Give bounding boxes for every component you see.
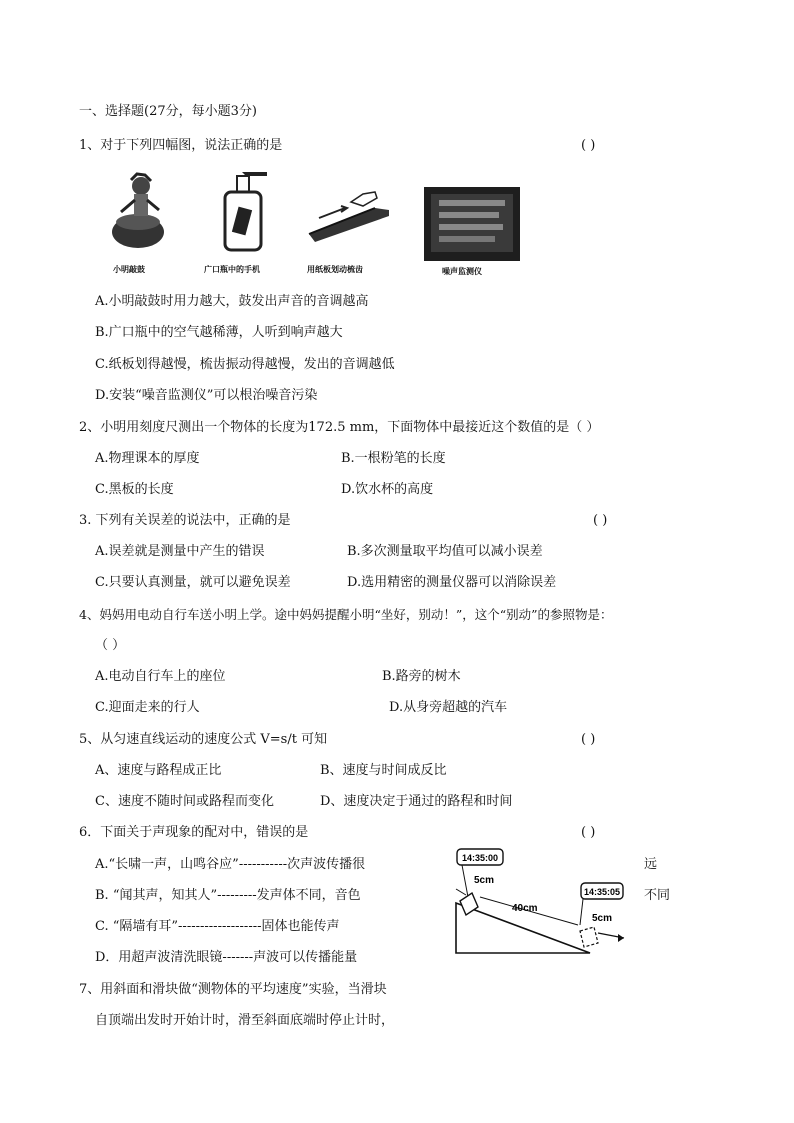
q3-option-a: A.误差就是测量中产生的错误 (95, 544, 265, 559)
q6-option-c: C. “隔墙有耳”-------------------固体也能传声 (95, 919, 340, 934)
question-3-answer-paren: ( ) (593, 513, 608, 528)
timer-start-pointer (462, 865, 468, 897)
question-5-answer-paren: ( ) (581, 732, 596, 747)
section-title: 一、选择题(27分，每小题3分) (79, 104, 257, 119)
q4-option-d: D.从身旁超越的汽车 (389, 700, 508, 715)
q2-option-d: D.饮水杯的高度 (341, 482, 434, 497)
q1-option-a: A.小明敲鼓时用力越大，鼓发出声音的音调越高 (95, 294, 369, 309)
question-3-stem: 3. 下列有关误差的说法中，正确的是 (79, 513, 291, 528)
q3-option-c: C.只要认真测量，就可以避免误差 (95, 575, 291, 590)
q5-option-c: C、速度不随时间或路程而变化 (95, 794, 274, 809)
caption-drum: 小明敲鼓 (113, 264, 145, 274)
timer-end-text: 14:35:05 (583, 887, 621, 897)
q1-option-c: C.纸板划得越慢，梳齿振动得越慢，发出的音调越低 (95, 357, 395, 372)
slider-block-bottom (580, 927, 598, 947)
question-2-stem: 2、小明用刻度尺测出一个物体的长度为172.5 mm，下面物体中最接近这个数值的是（ ） (79, 420, 600, 435)
q5-option-a: A、速度与路程成正比 (95, 763, 222, 778)
q4-option-b: B.路旁的树木 (382, 669, 461, 684)
caption-noise-monitor: 噪声监测仪 (442, 266, 482, 276)
q4-option-a: A.电动自行车上的座位 (95, 669, 226, 684)
question-7-line-1: 7、用斜面和滑块做“测物体的平均速度”实验，当滑块 (79, 982, 387, 997)
drum-boy-image (107, 172, 169, 252)
q2-option-b: B.一根粉笔的长度 (341, 451, 446, 466)
incline-figure (452, 845, 632, 960)
question-4-stem: 4、妈妈用电动自行车送小明上学。途中妈妈提醒小明“坐好，别动！”，这个“别动”的参照物是： (79, 607, 613, 622)
q3-option-d: D.选用精密的测量仪器可以消除误差 (347, 575, 557, 590)
q5-option-b: B、速度与时间成反比 (320, 763, 447, 778)
direction-arrowhead (618, 934, 624, 942)
q6-option-b-tail: 不同 (644, 888, 671, 903)
q6-option-a: A.“长啸一声，山鸣谷应”-----------次声波传播很 (95, 857, 366, 872)
timer-end-pointer (580, 899, 583, 925)
question-1-stem: 1、对于下列四幅图，说法正确的是 (79, 138, 283, 153)
label-5cm-bottom: 5cm (592, 913, 613, 924)
label-5cm-top: 5cm (474, 875, 495, 886)
q6-option-b: B. “闻其声，知其人”---------发声体不同，音色 (95, 888, 361, 903)
question-6-answer-paren: ( ) (581, 825, 596, 840)
q1-option-d: D.安装“噪音监测仪”可以根治噪音污染 (95, 388, 318, 403)
question-5-stem: 5、从匀速直线运动的速度公式 V=s/t 可知 (79, 732, 328, 747)
q6-option-d: D．用超声波清洗眼镜-------声波可以传播能量 (95, 950, 358, 965)
q6-option-a-tail: 远 (644, 857, 658, 872)
caption-comb: 用纸板划动梳齿 (307, 264, 363, 274)
question-7-line-2: 自顶端出发时开始计时，滑至斜面底端时停止计时， (95, 1013, 395, 1028)
q4-option-c: C.迎面走来的行人 (95, 700, 200, 715)
question-1-answer-paren: ( ) (581, 138, 596, 153)
length-arrow-top (456, 889, 466, 895)
q5-option-d: D、速度决定于通过的路程和时间 (320, 794, 513, 809)
q1-option-b: B.广口瓶中的空气越稀薄，人听到响声越大 (95, 325, 343, 340)
noise-monitor-image (423, 186, 521, 262)
timer-start-text: 14:35:00 (461, 853, 499, 863)
comb-cardboard-image (305, 184, 391, 244)
q3-option-b: B.多次测量取平均值可以减小误差 (347, 544, 543, 559)
q2-option-a: A.物理课本的厚度 (95, 451, 200, 466)
label-40cm: 40cm (512, 903, 538, 914)
q2-option-c: C.黑板的长度 (95, 482, 174, 497)
question-4-answer-paren: （ ） (95, 638, 126, 653)
question-6-stem: 6．下面关于声现象的配对中，错误的是 (79, 825, 309, 840)
jar-phone-image (217, 170, 273, 254)
caption-jar-phone: 广口瓶中的手机 (204, 264, 260, 274)
